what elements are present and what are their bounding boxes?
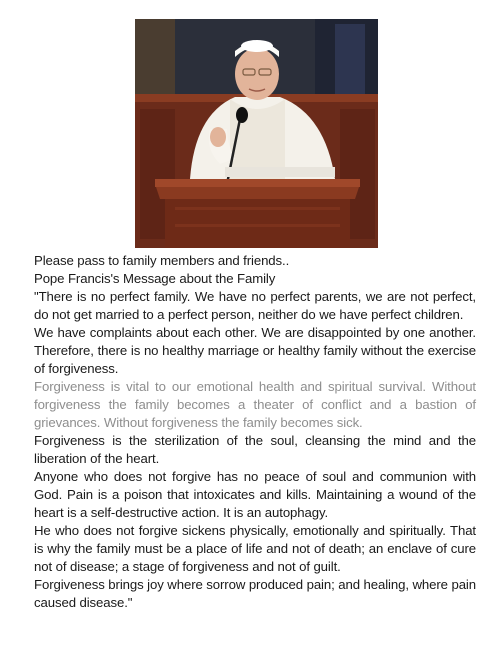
paragraph-6: He who does not forgive sickens physically, emotionally and spiritually. That is why the family must be a place of life and not of death; an enclave of cure not of disease; a stage of forgiveness and not of guilt.	[34, 523, 476, 574]
intro-line: Please pass to family members and friends..	[34, 253, 290, 268]
paragraph-4: Forgiveness is the sterilization of the soul, cleansing the mind and the liberation of the heart.	[34, 433, 476, 466]
paragraph-5: Anyone who does not forgive has no peace of soul and communion with God. Pain is a poison that intoxicates and kills. Maintaining a wound of the heart is a self-destructive action. It is an autophagy.	[34, 469, 476, 520]
message-title: Pope Francis's Message about the Family	[34, 271, 276, 286]
paragraph-3: Forgiveness is vital to our emotional health and spiritual survival. Without forgiveness the family becomes a theater of conflict and a bastion of grievances. Without forgiveness the family becomes sick.	[34, 379, 476, 430]
paragraph-2: We have complaints about each other. We are disappointed by one another. Therefore, there is no healthy marriage or healthy family without the exercise of forgiveness.	[34, 325, 476, 376]
pope-photo-illustration	[135, 19, 378, 248]
message-text-block	[34, 252, 476, 612]
paragraph-7: Forgiveness brings joy where sorrow produced pain; and healing, where pain caused disease."	[34, 577, 476, 610]
pope-photo	[135, 19, 378, 248]
paragraph-1: "There is no perfect family. We have no perfect parents, we are not perfect, do not get married to a perfect person, neither do we have perfect children.	[34, 289, 476, 322]
